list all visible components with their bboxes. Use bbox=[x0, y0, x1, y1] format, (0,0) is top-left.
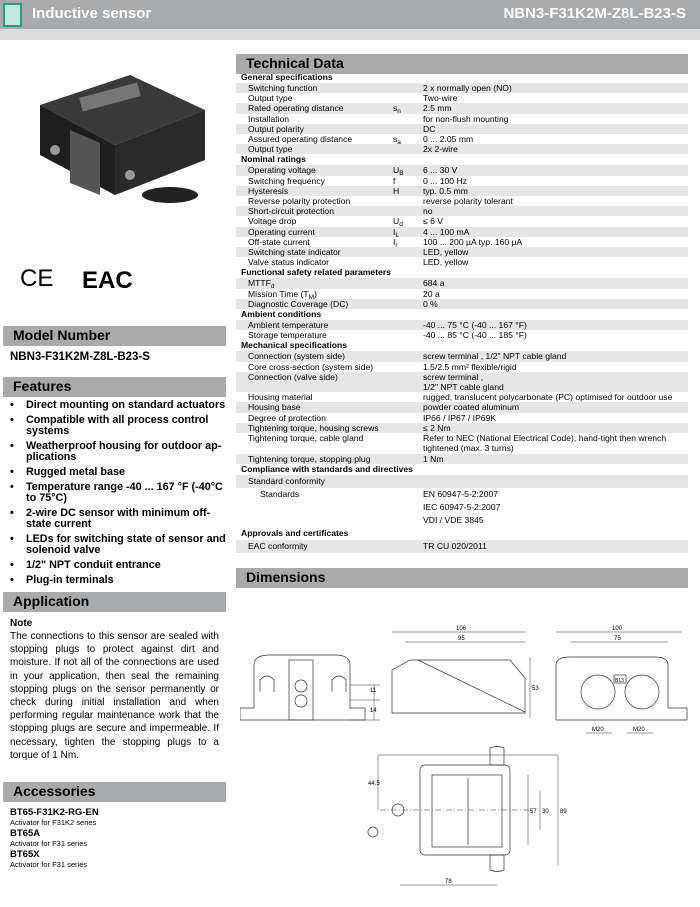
spec-value: 0 ... 2.05 mm bbox=[423, 134, 474, 145]
spec-name bbox=[236, 362, 393, 372]
certification-logos bbox=[20, 258, 140, 298]
spec-symbol bbox=[393, 165, 423, 178]
spec-symbol bbox=[393, 454, 423, 464]
header-strip bbox=[0, 29, 700, 40]
spec-name bbox=[236, 93, 393, 103]
spec-name bbox=[236, 330, 393, 340]
spec-value bbox=[423, 475, 688, 488]
spec-name bbox=[236, 83, 393, 93]
dim-30: 30 bbox=[542, 809, 549, 815]
spec-symbol bbox=[393, 103, 423, 116]
dim-75: 75 bbox=[614, 636, 621, 642]
feature-item: • Plug-in terminals bbox=[10, 575, 228, 586]
spec-name bbox=[236, 289, 393, 299]
spec-name-text: Rated operating distance bbox=[248, 103, 344, 114]
symbol-subscript: d bbox=[399, 221, 403, 229]
spec-symbol bbox=[393, 433, 423, 453]
dim-m20-right: M20 bbox=[633, 727, 645, 733]
spec-row bbox=[236, 540, 688, 553]
spec-name-text: Valve status indicator bbox=[248, 257, 330, 268]
eac-mark: EAC bbox=[82, 267, 133, 294]
spec-symbol bbox=[393, 237, 423, 247]
spec-value: Refer to NEC (National Electrical Code), hand-tight then wrench tightened (max. 3 turns) bbox=[423, 433, 667, 454]
section-heading: Ambient conditions bbox=[241, 309, 322, 320]
spec-name bbox=[236, 196, 393, 206]
spec-value: LED, yellow bbox=[423, 247, 469, 258]
spec-name-text: Switching frequency bbox=[248, 175, 325, 186]
spec-name bbox=[236, 206, 393, 216]
accessory-name: BT65X bbox=[10, 849, 40, 860]
spec-value: LED, yellow bbox=[423, 257, 469, 268]
spec-name bbox=[236, 392, 393, 402]
spec-row bbox=[236, 475, 688, 488]
feature-item: • 1/2" NPT conduit entrance bbox=[10, 560, 228, 571]
spec-row bbox=[236, 196, 688, 206]
spec-name bbox=[236, 236, 396, 247]
spec-symbol bbox=[393, 196, 423, 206]
spec-value: ≤ 6 V bbox=[423, 216, 444, 227]
feature-item: • Weatherproof housing for outdoor ap-plications bbox=[10, 441, 228, 463]
section-heading: General specifications bbox=[241, 72, 333, 82]
spec-name-text: Output type bbox=[248, 93, 293, 104]
spec-row bbox=[236, 372, 688, 392]
spec-row bbox=[236, 165, 688, 178]
spec-value: 2x 2-wire bbox=[423, 144, 458, 155]
spec-name bbox=[236, 320, 393, 330]
spec-value: 1.5/2.5 mm² flexible/rigid bbox=[423, 361, 517, 372]
spec-symbol bbox=[393, 362, 423, 372]
spec-row bbox=[236, 257, 688, 267]
dim-53: 53 bbox=[532, 686, 539, 692]
feature-item: • Compatible with all process control systems bbox=[10, 415, 228, 437]
spec-value: 2.5 mm bbox=[423, 103, 452, 114]
spec-value: 20 a bbox=[423, 288, 440, 299]
spec-name-text: Tightening torque, cable gland bbox=[248, 433, 364, 444]
spec-name-text: Assured operating distance bbox=[248, 134, 353, 145]
spec-value: 4 ... 100 mA bbox=[423, 226, 470, 237]
dim-78: 78 bbox=[445, 879, 452, 885]
feature-item: • Rugged metal base bbox=[10, 467, 228, 478]
symbol-text: I bbox=[393, 236, 396, 247]
spec-symbol bbox=[393, 423, 423, 433]
spec-value: 1 Nm bbox=[423, 453, 444, 464]
spec-symbol bbox=[393, 299, 423, 309]
spec-row bbox=[236, 247, 688, 257]
spec-name bbox=[236, 165, 393, 175]
technical-data-heading: Technical Data bbox=[236, 54, 688, 74]
section-heading: Compliance with standards and directives bbox=[241, 463, 413, 474]
spec-row bbox=[236, 134, 688, 147]
spec-value: powder coated aluminum bbox=[423, 402, 520, 413]
spec-name-text: Mission Time (T bbox=[248, 288, 309, 299]
section-heading: Nominal ratings bbox=[241, 154, 306, 165]
spec-row bbox=[236, 216, 688, 229]
spec-symbol bbox=[393, 475, 423, 488]
spec-name-text: Voltage drop bbox=[248, 216, 297, 227]
symbol-text: H bbox=[393, 185, 400, 196]
spec-name bbox=[236, 216, 393, 226]
spec-value: 684 a bbox=[423, 278, 445, 289]
spec-row bbox=[236, 413, 688, 423]
spec-name-text: Installation bbox=[248, 113, 290, 124]
spec-row bbox=[236, 144, 688, 154]
note-heading: Note bbox=[10, 618, 33, 629]
spec-value: 0 ... 100 Hz bbox=[423, 175, 467, 186]
spec-symbol bbox=[393, 124, 423, 134]
spec-value: ≤ 2 Nm bbox=[423, 422, 451, 433]
accessories-list bbox=[10, 806, 220, 869]
accessory-name: BT65A bbox=[10, 828, 41, 839]
spec-name bbox=[236, 278, 393, 291]
feature-item: • LEDs for switching state of sensor and solenoid valve bbox=[10, 534, 228, 556]
spec-symbol bbox=[393, 488, 423, 527]
spec-value: no bbox=[423, 206, 433, 217]
spec-name bbox=[236, 103, 393, 113]
spec-symbol bbox=[393, 320, 423, 330]
dim-100: 100 bbox=[612, 626, 623, 632]
accessory-description: Activator for F31 series bbox=[10, 839, 88, 848]
spec-value: typ. 0.5 mm bbox=[423, 185, 468, 196]
spec-row bbox=[236, 103, 688, 116]
dim-14: 14 bbox=[370, 708, 377, 714]
spec-name-text: Tightening torque, stopping plug bbox=[248, 453, 371, 464]
spec-value: 2 x normally open (NO) bbox=[423, 83, 512, 93]
spec-symbol bbox=[393, 144, 423, 154]
dim-89: 89 bbox=[560, 809, 567, 815]
spec-symbol bbox=[393, 186, 423, 196]
spec-symbol bbox=[393, 83, 423, 93]
feature-item: • Direct mounting on standard actuators bbox=[10, 400, 228, 411]
spec-name-text: Output polarity bbox=[248, 123, 304, 134]
accessory-description: Activator for F31K2 series bbox=[10, 818, 97, 827]
spec-name-text: Switching function bbox=[248, 83, 318, 93]
top-view bbox=[368, 747, 558, 886]
spec-row bbox=[236, 454, 688, 464]
spec-value: DC bbox=[423, 123, 436, 134]
spec-name bbox=[236, 402, 393, 412]
spec-name bbox=[236, 257, 393, 267]
features-heading: Features bbox=[3, 377, 226, 397]
spec-symbol bbox=[393, 206, 423, 216]
symbol-text: s bbox=[393, 134, 398, 145]
spec-name-text: Off-state current bbox=[248, 236, 310, 247]
features-list bbox=[10, 400, 228, 590]
spec-symbol bbox=[393, 372, 423, 392]
spec-row bbox=[236, 362, 688, 372]
model-number-value: NBN3-F31K2M-Z8L-B23-S bbox=[10, 351, 150, 363]
spec-row bbox=[236, 299, 688, 309]
spec-symbol bbox=[393, 402, 423, 412]
spec-row bbox=[236, 176, 688, 186]
symbol-subscript: a bbox=[397, 139, 401, 147]
spec-name-text: Diagnostic Coverage (DC) bbox=[248, 298, 349, 309]
spec-value: 6 ... 30 V bbox=[423, 165, 458, 176]
spec-row bbox=[236, 351, 688, 361]
spec-name-text: MTTF bbox=[248, 278, 271, 289]
spec-name bbox=[236, 114, 393, 124]
symbol-subscript: n bbox=[397, 108, 401, 116]
spec-symbol bbox=[393, 413, 423, 423]
accessory-name: BT65-F31K2-RG-EN bbox=[10, 807, 99, 818]
spec-name-subscript: d bbox=[270, 283, 275, 291]
spec-name bbox=[236, 134, 393, 144]
spec-symbol bbox=[393, 134, 423, 147]
product-image bbox=[20, 55, 220, 215]
symbol-text: I bbox=[393, 226, 396, 237]
spec-name bbox=[236, 124, 393, 134]
spec-name bbox=[236, 372, 393, 392]
spec-value: -40 ... 85 °C (-40 ... 185 °F) bbox=[423, 330, 527, 341]
symbol-subscript: L bbox=[395, 231, 400, 239]
symbol-subscript: r bbox=[395, 241, 398, 249]
brand-logo-box bbox=[3, 3, 22, 27]
spec-name bbox=[236, 351, 393, 361]
spec-row bbox=[236, 320, 688, 330]
spec-name-text: Switching state indicator bbox=[248, 247, 341, 258]
spec-symbol bbox=[393, 216, 423, 229]
spec-value: 0 % bbox=[423, 298, 438, 309]
spec-name bbox=[236, 488, 393, 527]
spec-row bbox=[236, 278, 688, 291]
dim-11: 11 bbox=[370, 688, 377, 694]
spec-symbol bbox=[393, 114, 423, 124]
spec-value: reverse polarity tolerant bbox=[423, 196, 513, 207]
dimensions-drawing bbox=[240, 620, 700, 905]
section-heading: Functional safety related parameters bbox=[241, 267, 391, 278]
spec-name-text: Hysteresis bbox=[248, 185, 289, 196]
feature-item: • 2-wire DC sensor with minimum off-state current bbox=[10, 508, 228, 530]
spec-name-text: Operating voltage bbox=[248, 165, 316, 176]
header-model: NBN3-F31K2M-Z8L-B23-S bbox=[503, 5, 686, 22]
spec-row bbox=[236, 488, 688, 527]
spec-name bbox=[236, 475, 393, 488]
feature-item: • Temperature range -40 ... 167 °F (-40°C to 75°C) bbox=[10, 482, 228, 504]
application-heading: Application bbox=[3, 592, 226, 612]
spec-name-text: Connection (valve side) bbox=[248, 371, 338, 382]
section-heading: Mechanical specifications bbox=[241, 340, 348, 351]
spec-row bbox=[236, 330, 688, 340]
spec-name bbox=[236, 247, 393, 257]
dim-b13: B13 bbox=[615, 678, 624, 684]
spec-symbol bbox=[393, 93, 423, 103]
dim-57: 57 bbox=[530, 809, 537, 815]
spec-row bbox=[236, 206, 688, 216]
spec-row bbox=[236, 289, 688, 299]
ce-mark: CE bbox=[20, 265, 54, 292]
spec-value: -40 ... 75 °C (-40 ... 167 °F) bbox=[423, 320, 527, 331]
accessories-heading: Accessories bbox=[3, 782, 226, 802]
dim-44-5: 44,5 bbox=[368, 781, 380, 787]
spec-name-text: Housing material bbox=[248, 392, 313, 403]
spec-row bbox=[236, 402, 688, 412]
spec-name-text: Operating current bbox=[248, 226, 315, 237]
spec-name bbox=[236, 540, 393, 553]
spec-name-text: Storage temperature bbox=[248, 330, 327, 341]
spec-row bbox=[236, 227, 688, 237]
spec-value: IP66 / IP67 / IP69K bbox=[423, 412, 497, 423]
spec-name-text: Standards bbox=[260, 488, 300, 499]
spec-symbol bbox=[393, 289, 423, 299]
dimensions-heading: Dimensions bbox=[236, 568, 688, 588]
accessory-description: Activator for F31 series bbox=[10, 860, 88, 869]
spec-row bbox=[236, 392, 688, 402]
spec-name-suffix: ) bbox=[314, 288, 317, 299]
spec-symbol bbox=[393, 330, 423, 340]
spec-value: rugged, translucent polycarbonate (PC) optimised for outdoor use bbox=[423, 392, 673, 403]
spec-name-text: EAC conformity bbox=[248, 540, 308, 551]
spec-name bbox=[236, 454, 393, 464]
side-view bbox=[392, 632, 530, 718]
spec-value: for non-flush mounting bbox=[423, 113, 509, 124]
spec-value: EN 60947-5-2:2007 IEC 60947-5-2:2007 VDI / VDE 3845 bbox=[423, 488, 501, 525]
spec-name-text: Connection (system side) bbox=[248, 351, 345, 362]
spec-value: TR CU 020/2011 bbox=[423, 540, 487, 551]
spec-row bbox=[236, 114, 688, 124]
spec-name-text: Tightening torque, housing screws bbox=[248, 422, 379, 433]
dim-95: 95 bbox=[458, 636, 465, 642]
spec-name-text: Standard conformity bbox=[248, 475, 325, 486]
spec-symbol bbox=[393, 176, 423, 186]
symbol-text: U bbox=[393, 165, 400, 176]
spec-value: 100 ... 200 µA typ. 160 µA bbox=[423, 236, 523, 247]
spec-value: screw terminal , 1/2" NPT cable gland bbox=[423, 371, 504, 393]
spec-name bbox=[236, 226, 396, 237]
symbol-text: U bbox=[393, 216, 400, 227]
page-title: Inductive sensor bbox=[32, 5, 152, 22]
symbol-text: f bbox=[393, 175, 396, 186]
application-note: The connections to this sensor are sealed with stopping plugs to protect against dirt and moisture. If not all of the connections are used in your application, then seal the remaining stopping plugs on the sensor permanently or check during initial installation and when performing regular maintenance work that the stopping plugs are secure and impermeable. If necessary, tighten the stopping plugs to a torque of 1 Nm. bbox=[10, 631, 219, 761]
spec-symbol bbox=[393, 392, 423, 402]
spec-row bbox=[236, 124, 688, 134]
spec-name bbox=[236, 423, 393, 433]
symbol-subscript: B bbox=[399, 170, 404, 178]
spec-name bbox=[236, 144, 393, 154]
spec-name bbox=[236, 175, 396, 186]
spec-name-text: Core cross-section (system side) bbox=[248, 361, 374, 372]
spec-value: screw terminal , 1/2" NPT cable gland bbox=[423, 351, 567, 362]
spec-value: Two-wire bbox=[423, 93, 458, 104]
model-number-heading: Model Number bbox=[3, 326, 226, 346]
dim-106: 106 bbox=[456, 626, 467, 632]
section-heading: Approvals and certificates bbox=[241, 527, 349, 538]
spec-row bbox=[236, 186, 688, 196]
technical-data-table bbox=[236, 72, 688, 553]
spec-name bbox=[236, 186, 393, 196]
spec-name-text: Output type bbox=[248, 144, 293, 155]
spec-symbol bbox=[393, 351, 423, 361]
spec-symbol bbox=[393, 278, 423, 288]
spec-symbol bbox=[393, 257, 423, 267]
front-view bbox=[240, 655, 380, 720]
spec-name-text: Degree of protection bbox=[248, 412, 326, 423]
spec-name bbox=[236, 299, 393, 309]
spec-name-text: Ambient temperature bbox=[248, 320, 329, 331]
spec-row bbox=[236, 93, 688, 103]
dim-m20-left: M20 bbox=[592, 727, 604, 733]
spec-row bbox=[236, 423, 688, 433]
spec-row bbox=[236, 237, 688, 247]
spec-symbol bbox=[393, 247, 423, 257]
spec-name bbox=[236, 413, 393, 423]
spec-symbol bbox=[393, 227, 423, 237]
spec-name-text: Housing base bbox=[248, 402, 301, 413]
spec-name-text: Short-circuit protection bbox=[248, 206, 334, 217]
spec-symbol bbox=[393, 540, 423, 553]
symbol-text: s bbox=[393, 103, 398, 114]
spec-name-subscript: M bbox=[308, 293, 315, 301]
spec-row bbox=[236, 83, 688, 93]
spec-row bbox=[236, 433, 688, 453]
spec-name-text: Reverse polarity protection bbox=[248, 196, 351, 207]
spec-name bbox=[236, 433, 393, 453]
